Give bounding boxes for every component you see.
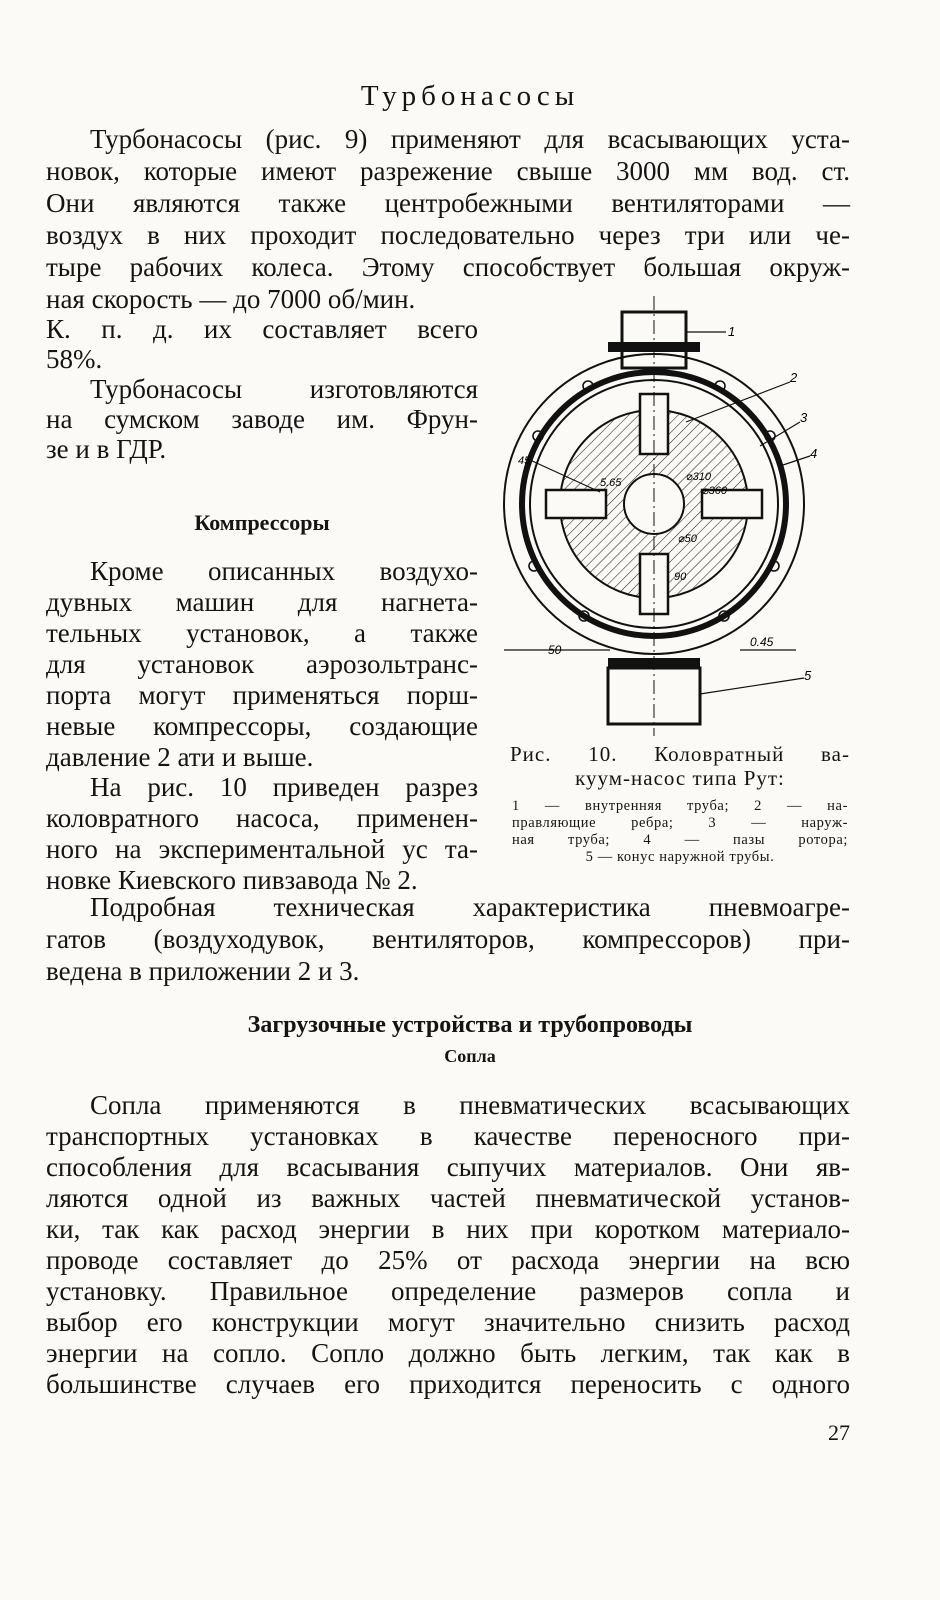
paragraph-line: порта могут применяться порш- — [46, 680, 478, 710]
paragraph-line: ная скорость — до 7000 об/мин. — [46, 284, 416, 314]
paragraph-line: дувных машин для нагнета- — [46, 587, 478, 617]
dim-90: 90 — [674, 571, 687, 583]
paragraph-line: ляются одной из важных частей пневматической установ- — [46, 1183, 850, 1213]
paragraph-line: давление 2 ати и выше. — [46, 742, 314, 772]
paragraph-line: ведена в приложении 2 и 3. — [46, 956, 360, 986]
paragraph-line: Сопла применяются в пневматических всасывающих — [90, 1090, 850, 1120]
paragraph-line: зе и в ГДР. — [46, 434, 167, 464]
paragraph-line: Кроме описанных воздухо- — [90, 556, 478, 586]
paragraph-line: К. п. д. их составляет всего — [46, 314, 478, 344]
figure-legend-line: ная труба; 4 — пазы ротора; — [512, 832, 848, 848]
figure-caption-line: Рис. 10. Коловратный ва- — [510, 742, 850, 766]
subsection-heading-nozzles: Сопла — [444, 1046, 496, 1066]
label-3: 3 — [800, 410, 808, 425]
label-5: 5 — [804, 668, 812, 683]
label-2: 2 — [790, 370, 798, 385]
paragraph-line: воздух в них проходит последовательно через три или че- — [46, 220, 850, 250]
paragraph-line: тыре рабочих колеса. Этому способствует большая окруж- — [46, 252, 850, 282]
dim-360: ⌀360 — [702, 485, 727, 497]
section-heading-turbopumps: Турбонасосы — [360, 80, 580, 112]
dim-0-45: 0.45 — [750, 635, 774, 649]
dim-45: 45 — [518, 455, 531, 467]
paragraph-line: выбор его конструкции могут значительно снизить расход — [46, 1307, 850, 1337]
paragraph-line: транспортных установках в качестве переносного при- — [46, 1121, 850, 1151]
paragraph-line: Турбонасосы (рис. 9) применяют для всасывающих уста- — [90, 124, 850, 154]
paragraph-line: ного на экспериментальной ус та- — [46, 834, 478, 864]
paragraph-line: установку. Правильное определение размеров сопла и — [46, 1276, 850, 1306]
label-1: 1 — [728, 324, 736, 339]
dim-310: ⌀310 — [686, 471, 711, 483]
paragraph-line: Подробная техническая характеристика пневмоагре- — [90, 892, 850, 922]
figure-legend-line: 1 — внутренняя труба; 2 — на- — [512, 798, 848, 814]
paragraph-line: новке Киевского пивзавода № 2. — [46, 865, 418, 895]
paragraph-line: новок, которые имеют разрежение свыше 3000 мм вод. ст. — [46, 156, 850, 186]
paragraph-line: энергии на сопло. Сопло должно быть легким, так как в — [46, 1338, 850, 1368]
paragraph-line: для установок аэрозольтранс- — [46, 649, 478, 679]
paragraph-line: коловратного насоса, применен- — [46, 803, 478, 833]
paragraph-line: большинстве случаев его приходится переносить с одного — [46, 1369, 850, 1399]
paragraph-line: способления для всасывания сыпучих материалов. Они яв- — [46, 1152, 850, 1182]
paragraph-line: 58%. — [46, 344, 103, 374]
page-number: 27 — [828, 1420, 850, 1445]
section-heading-loading-devices: Загрузочные устройства и трубопроводы — [247, 1012, 693, 1038]
paragraph-line: На рис. 10 приведен разрез — [90, 772, 478, 802]
dim-5-65: 5.65 — [600, 477, 622, 489]
paragraph-line: гатов (воздуходувок, вентиляторов, компрессоров) при- — [46, 924, 850, 954]
figure-caption-line: куум-насос типа Рут: — [575, 766, 785, 790]
section-heading-compressors: Компрессоры — [194, 510, 330, 535]
paragraph-line: Турбонасосы изготовляются — [90, 374, 478, 404]
paragraph-line: тельных установок, а также — [46, 618, 478, 648]
dim-50: 50 — [548, 643, 562, 657]
paragraph-line: проводе составляет до 25% от расхода энергии на всю — [46, 1245, 850, 1275]
figure-legend-line: 5 — конус наружной трубы. — [585, 849, 775, 865]
dim-50-small: ⌀50 — [678, 533, 697, 545]
pump-cross-section-figure — [490, 296, 850, 736]
paragraph-line: ки, так как расход энергии в них при коротком материало- — [46, 1214, 850, 1244]
paragraph-line: Они являются также центробежными вентиляторами — — [46, 188, 850, 218]
paragraph-line: невые компрессоры, создающие — [46, 711, 478, 741]
paragraph-line: на сумском заводе им. Фрун- — [46, 404, 478, 434]
figure-legend-line: правляющие ребра; 3 — наруж- — [512, 815, 848, 831]
label-4: 4 — [810, 446, 818, 461]
